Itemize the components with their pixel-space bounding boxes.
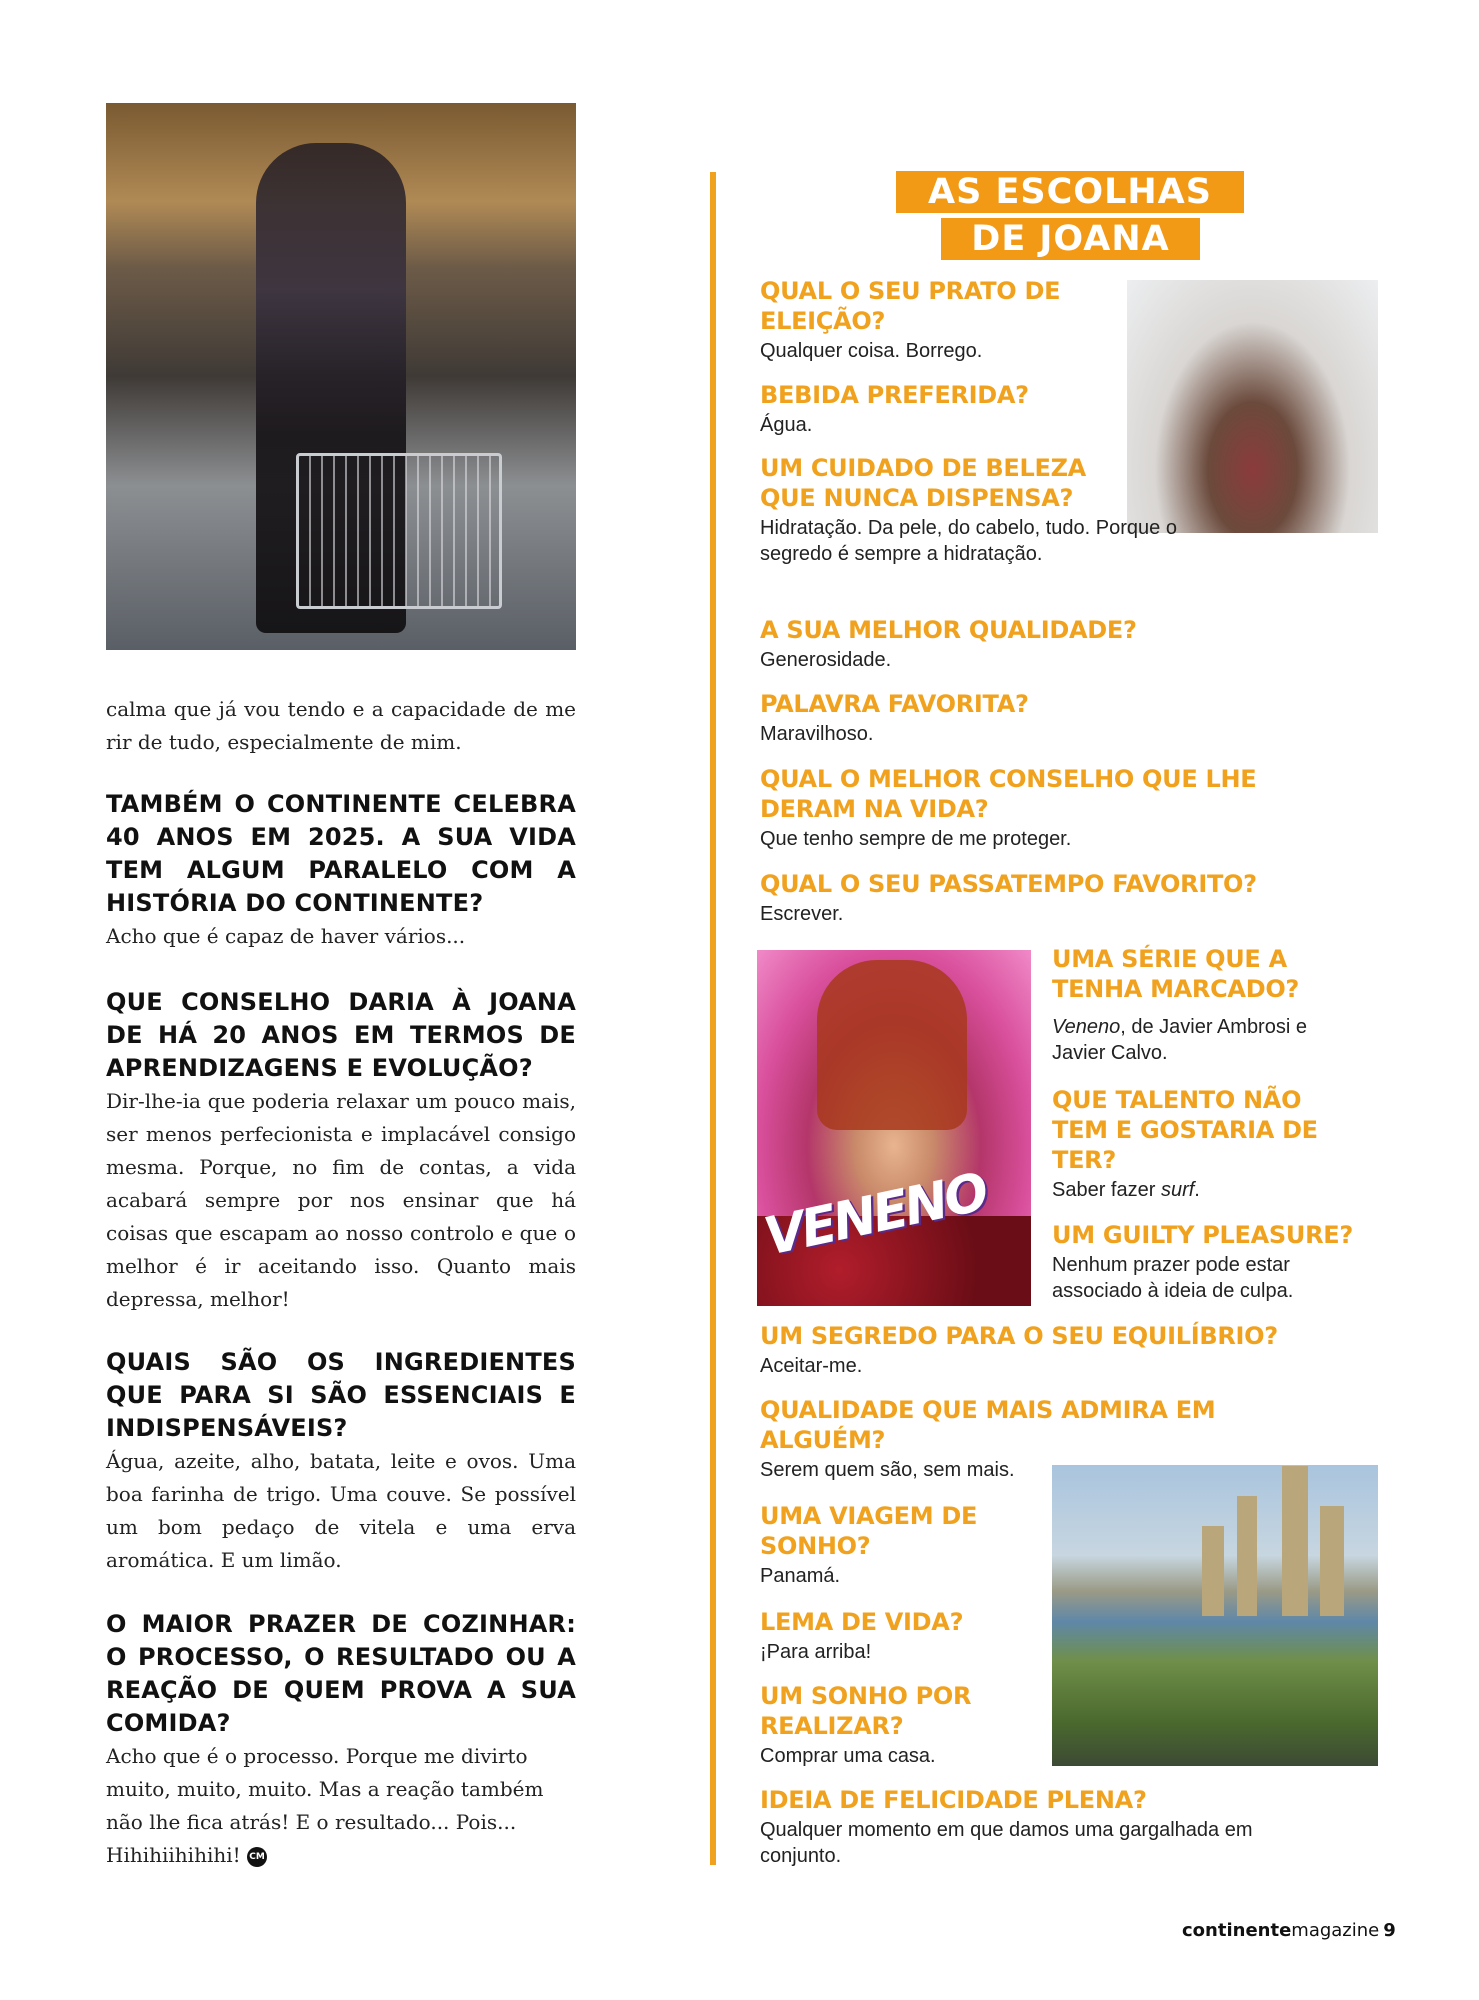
photo-panama-skyline xyxy=(1052,1465,1378,1766)
choice-answer: Aceitar-me. xyxy=(760,1355,863,1377)
interview-qa xyxy=(106,1608,576,1872)
choice-question: PALAVRA FAVORITA? xyxy=(760,690,1029,718)
photo-joana-supermarket xyxy=(106,103,576,650)
footer-brand: continente xyxy=(1182,1920,1292,1941)
answer: Acho que é o processo. Porque me divirto muito, muito, muito. Mas a reação também não lhe fica atrás! E o resultado... Pois... Hihihiihihihi! xyxy=(106,1744,544,1867)
question: TAMBÉM O CONTINENTE CELEBRA 40 ANOS EM 2025. A SUA VIDA TEM ALGUM PARALELO COM A HISTÓRIA DO CONTINENTE? xyxy=(106,790,576,917)
sidebar-rule xyxy=(710,172,716,1865)
choice-answer: , de Javier Ambrosi e Javier Calvo. xyxy=(1052,1016,1307,1064)
page-number: 9 xyxy=(1383,1920,1396,1941)
sidebar-title-line2: DE JOANA xyxy=(941,218,1200,260)
choice-item xyxy=(760,615,1360,673)
photo-lamb-rack xyxy=(1127,280,1378,533)
skyline-tower xyxy=(1320,1506,1344,1616)
choice-item xyxy=(1052,944,1372,1066)
skyline-tower xyxy=(1202,1526,1224,1616)
answer: Acho que é capaz de haver vários... xyxy=(106,924,466,948)
choice-answer: Maravilhoso. xyxy=(760,723,874,745)
interview-qa xyxy=(106,1346,576,1577)
choice-question: IDEIA DE FELICIDADE PLENA? xyxy=(760,1786,1147,1814)
choice-question: QUE TALENTO NÃO TEM E GOSTARIA DE TER? xyxy=(1052,1086,1318,1174)
choice-answer: Água. xyxy=(760,414,813,436)
photo-shopping-cart xyxy=(296,453,502,609)
choice-answer: Generosidade. xyxy=(760,649,892,671)
choice-question: QUAL O SEU PRATO DE ELEIÇÃO? xyxy=(760,277,1061,335)
choice-item xyxy=(760,276,1120,364)
choice-answer: Qualquer coisa. Borrego. xyxy=(760,340,983,362)
choice-item xyxy=(1052,1085,1332,1203)
choice-item xyxy=(760,1607,1040,1665)
choice-item xyxy=(760,689,1360,747)
choice-question: QUAL O MELHOR CONSELHO QUE LHE DERAM NA VIDA? xyxy=(760,765,1257,823)
choice-question: QUAL O SEU PASSATEMPO FAVORITO? xyxy=(760,870,1257,898)
poster-figure xyxy=(817,960,967,1130)
choice-question: LEMA DE VIDA? xyxy=(760,1608,964,1636)
choice-question: UMA VIAGEM DE SONHO? xyxy=(760,1502,978,1560)
question: QUE CONSELHO DARIA À JOANA DE HÁ 20 ANOS EM TERMOS DE APRENDIZAGENS E EVOLUÇÃO? xyxy=(106,988,576,1082)
choice-answer: Hidratação. Da pele, do cabelo, tudo. Porque o segredo é sempre a hidratação. xyxy=(760,517,1177,565)
choice-answer-wrap xyxy=(1052,1177,1332,1203)
answer-wrap xyxy=(106,1740,576,1872)
page-footer xyxy=(1182,1920,1396,1941)
answer: Dir-lhe-ia que poderia relaxar um pouco mais, ser menos perfecionista e implacável consigo mesma. Porque, no fim de contas, a vida acabará sempre por nos ensinar que há coisas que escapam ao nosso controlo e que o melhor é ir aceitando isso. Quanto mais depressa, melhor! xyxy=(106,1089,576,1311)
choice-answer: Serem quem são, sem mais. xyxy=(760,1459,1015,1481)
choice-item xyxy=(1052,1220,1382,1304)
choice-answer-wrap xyxy=(1052,1014,1322,1066)
skyline-tower xyxy=(1237,1496,1257,1616)
footer-magazine: magazine xyxy=(1291,1920,1380,1941)
interview-qa xyxy=(106,986,576,1316)
choice-question: QUALIDADE QUE MAIS ADMIRA EM ALGUÉM? xyxy=(760,1396,1216,1454)
choice-answer-title: Veneno xyxy=(1052,1016,1121,1038)
choice-item xyxy=(760,764,1340,852)
choice-answer: ¡Para arriba! xyxy=(760,1641,872,1663)
intro-paragraph: calma que já vou tendo e a capacidade de me rir de tudo, especialmente de mim. xyxy=(106,697,576,754)
choice-question: UM SEGREDO PARA O SEU EQUILÍBRIO? xyxy=(760,1322,1278,1350)
question: QUAIS SÃO OS INGREDIENTES QUE PARA SI SÃO ESSENCIAIS E INDISPENSÁVEIS? xyxy=(106,1348,576,1442)
choice-item xyxy=(760,1681,1020,1769)
choice-item xyxy=(760,1501,1020,1589)
choice-question: UM CUIDADO DE BELEZA QUE NUNCA DISPENSA? xyxy=(760,454,1086,512)
choice-item xyxy=(760,453,1177,567)
choice-answer: Que tenho sempre de me proteger. xyxy=(760,828,1072,850)
choice-item xyxy=(760,380,1120,438)
photo-veneno-poster xyxy=(757,950,1031,1306)
choice-question: BEBIDA PREFERIDA? xyxy=(760,381,1029,409)
poster-logo: VENENO xyxy=(759,1162,992,1268)
choice-answer: Qualquer momento em que damos uma gargalhada em conjunto. xyxy=(760,1819,1253,1867)
answer: Água, azeite, alho, batata, leite e ovos. Uma boa farinha de trigo. Uma couve. Se possível um bom pedaço de vitela e uma erva aromática. E um limão. xyxy=(106,1449,576,1572)
choice-item xyxy=(760,1321,1380,1379)
choice-question: UM SONHO POR REALIZAR? xyxy=(760,1682,972,1740)
end-mark-icon: CM xyxy=(247,1847,267,1867)
choice-answer: Panamá. xyxy=(760,1565,841,1587)
sidebar-title-line1: AS ESCOLHAS xyxy=(896,171,1244,213)
choice-question: A SUA MELHOR QUALIDADE? xyxy=(760,616,1137,644)
choice-item xyxy=(760,1785,1320,1869)
choice-answer: Comprar uma casa. xyxy=(760,1745,936,1767)
choice-answer: Escrever. xyxy=(760,903,844,925)
choice-answer: Saber fazer xyxy=(1052,1179,1161,1201)
interview-qa xyxy=(106,788,576,953)
skyline-tower xyxy=(1282,1466,1308,1616)
choice-item xyxy=(760,1395,1320,1483)
choice-item xyxy=(760,869,1380,927)
choice-question: UMA SÉRIE QUE A TENHA MARCADO? xyxy=(1052,945,1300,1003)
choice-answer: Nenhum prazer pode estar associado à ideia de culpa. xyxy=(1052,1254,1294,1302)
choice-answer-end: . xyxy=(1194,1179,1200,1201)
choice-question: UM GUILTY PLEASURE? xyxy=(1052,1221,1353,1249)
choice-answer-italic: surf xyxy=(1160,1179,1195,1201)
question: O MAIOR PRAZER DE COZINHAR: O PROCESSO, O RESULTADO OU A REAÇÃO DE QUEM PROVA A SUA COMIDA? xyxy=(106,1610,576,1737)
